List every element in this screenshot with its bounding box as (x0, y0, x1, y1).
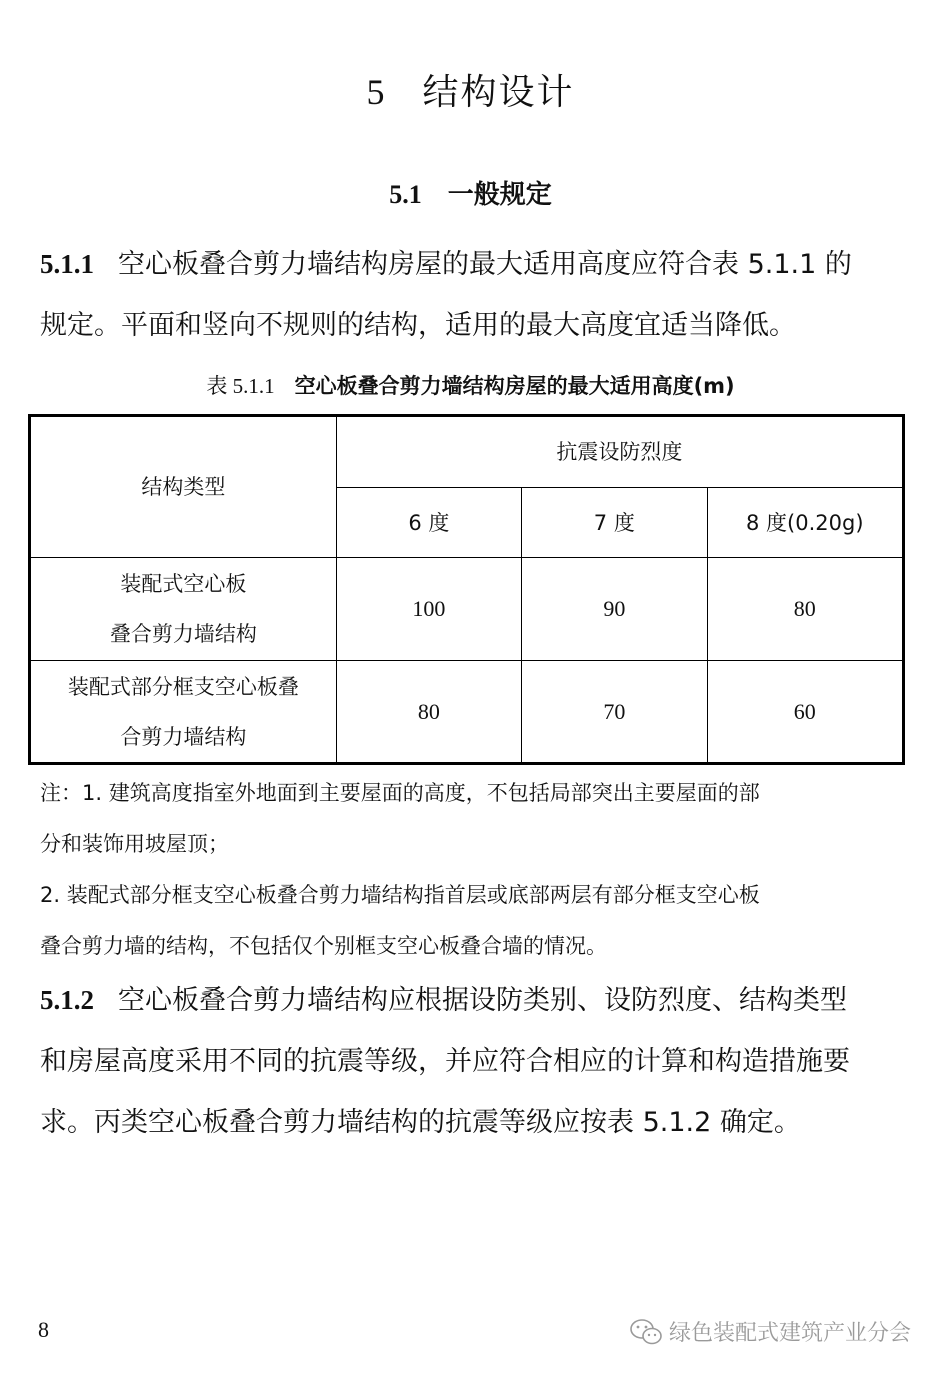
clause-line (40, 234, 885, 295)
clause-line: 求。丙类空心板叠合剪力墙结构的抗震等级应按表 5.1.2 确定。 (40, 1107, 801, 1138)
chapter-title (0, 64, 941, 115)
table-cell: 100 (336, 558, 521, 661)
clause-5-1-2 (40, 970, 885, 1153)
table-caption-title: 空心板叠合剪力墙结构房屋的最大适用高度(m) (294, 374, 735, 398)
clause-text: 空心板叠合剪力墙结构房屋的最大适用高度应符合表 5.1.1 的 (118, 249, 852, 280)
section-number: 5.1 (389, 179, 422, 209)
table-cell: 80 (336, 661, 521, 764)
clause-line (40, 970, 885, 1031)
clause-line: 和房屋高度采用不同的抗震等级，并应符合相应的计算和构造措施要 (40, 1046, 850, 1077)
watermark-text: 绿色装配式建筑产业分会 (668, 1321, 911, 1346)
page-number: 8 (38, 1317, 49, 1342)
row-type-line: 装配式部分框支空心板叠 (67, 674, 299, 699)
row-structure-type (30, 661, 337, 764)
clause-line: 规定。平面和竖向不规则的结构，适用的最大高度宜适当降低。 (40, 310, 796, 341)
table-caption (0, 370, 941, 400)
section-title-text: 一般规定 (447, 179, 552, 210)
note-line: 叠合剪力墙的结构，不包括仅个别框支空心板叠合墙的情况。 (40, 934, 607, 958)
table-cell: 80 (707, 558, 903, 661)
table-cell: 60 (707, 661, 903, 764)
table-cell: 70 (522, 661, 707, 764)
watermark (629, 1316, 911, 1347)
row-type-line: 装配式空心板 (120, 572, 247, 596)
height-limit-table (28, 414, 905, 765)
clause-5-1-1 (40, 234, 885, 356)
table-cell: 90 (522, 558, 707, 661)
clause-number: 5.1.2 (40, 985, 94, 1015)
table-caption-number: 表 5.1.1 (206, 374, 275, 398)
note-line: 2. 装配式部分框支空心板叠合剪力墙结构指首层或底部两层有部分框支空心板 (40, 883, 760, 907)
clause-number: 5.1.1 (40, 249, 94, 279)
row-type-line: 合剪力墙结构 (120, 724, 247, 749)
clause-text: 空心板叠合剪力墙结构应根据设防类别、设防烈度、结构类型 (118, 985, 847, 1016)
note-line: 分和装饰用坡屋顶； (40, 832, 229, 856)
row-type-line: 叠合剪力墙结构 (109, 622, 257, 646)
header-intensity-8: 8 度(0.20g) (707, 488, 903, 558)
table-row (30, 661, 904, 764)
table-row (30, 558, 904, 661)
chapter-title-text: 结构设计 (422, 72, 575, 114)
section-title (0, 174, 941, 211)
table-notes (40, 768, 890, 972)
wechat-icon (629, 1318, 663, 1346)
header-intensity-7: 7 度 (522, 488, 707, 558)
note-line: 注：1. 建筑高度指室外地面到主要屋面的高度，不包括局部突出主要屋面的部 (40, 781, 760, 805)
header-structure-type: 结构类型 (30, 416, 337, 558)
header-intensity-6: 6 度 (336, 488, 521, 558)
header-seismic-intensity: 抗震设防烈度 (336, 416, 903, 488)
chapter-number: 5 (366, 72, 387, 113)
row-structure-type (30, 558, 337, 661)
